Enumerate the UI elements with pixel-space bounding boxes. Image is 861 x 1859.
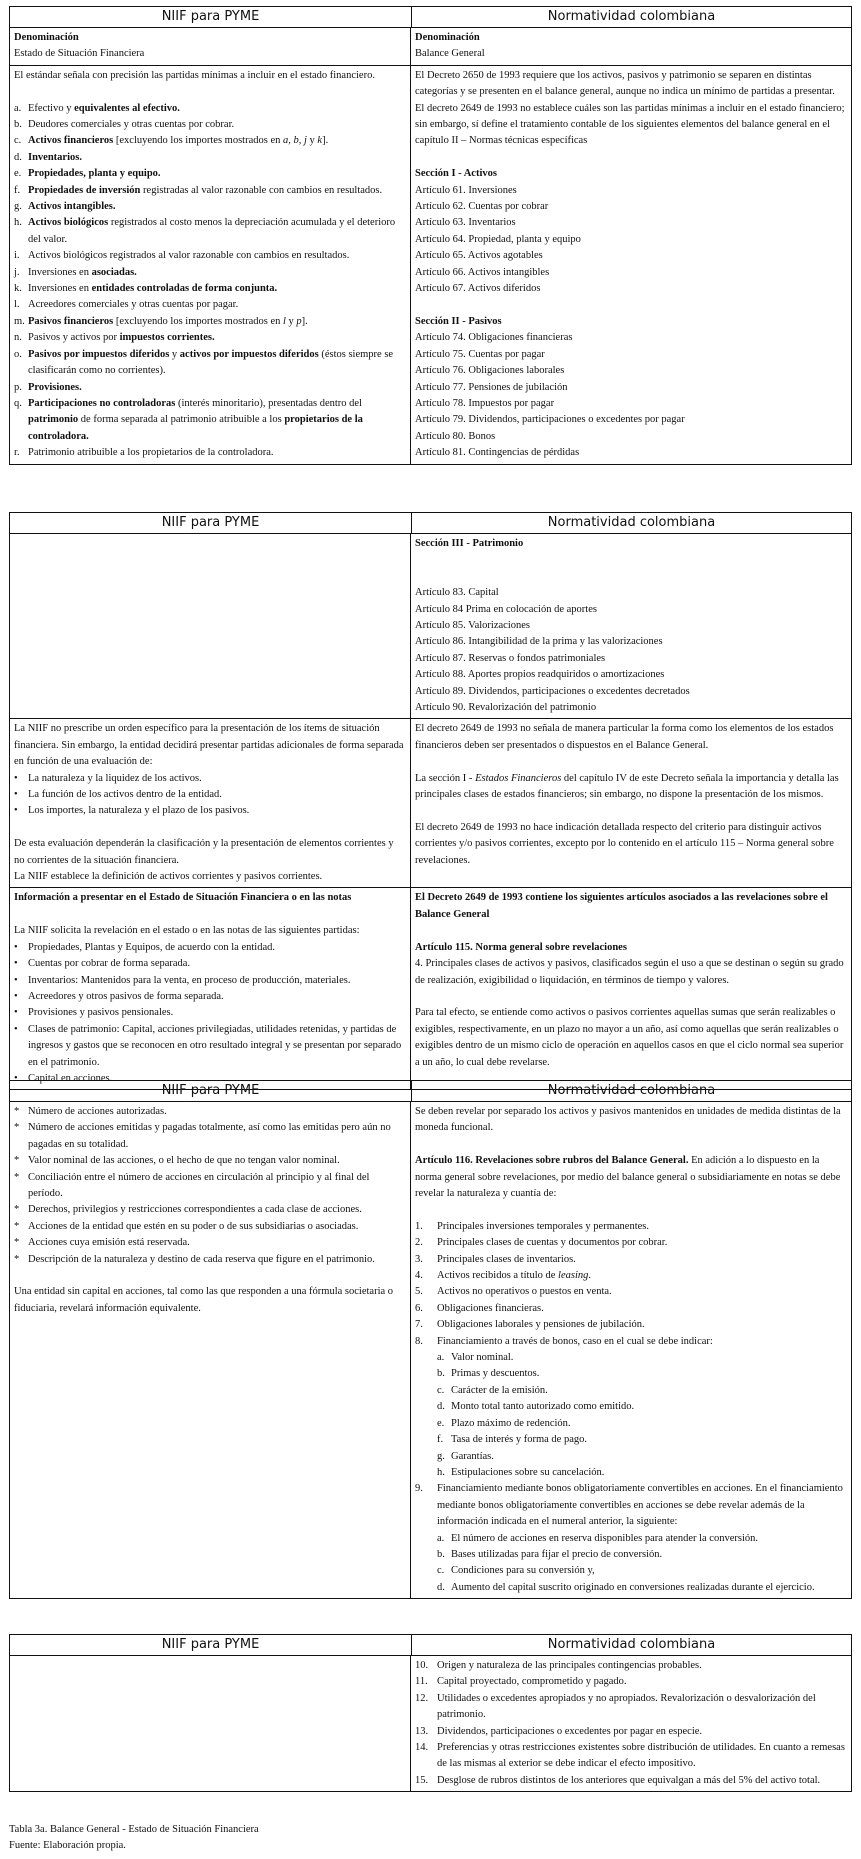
- list-text: Propiedades, planta y equipo.: [28, 168, 161, 180]
- list-text: Financiamiento mediante bonos obligatoriamente convertibles en acciones. En el financiamiento mediante bonos obligatoriamente convertibles en acciones se debe revelar además de la información indicada en el numeral anterior, la siguiente:: [437, 1483, 843, 1528]
- list-item: [415, 1268, 847, 1284]
- list-item: [415, 1563, 847, 1579]
- list-text: Obligaciones financieras.: [437, 1302, 544, 1314]
- list-text: Activos biológicos registrados al costo menos la depreciación acumulada y el deterioro del valor.: [28, 217, 396, 245]
- list-text: Financiamiento a través de bonos, caso en el cual se debe indicar:: [437, 1335, 713, 1347]
- information-row: [10, 888, 851, 1089]
- list-item: [14, 183, 406, 199]
- article-line: Artículo 87. Reservas o fondos patrimoniales: [415, 652, 606, 664]
- list-text: Bases utilizadas para fijar el precio de conversión.: [451, 1548, 663, 1560]
- list-text: Pasivos financieros [excluyendo los importes mostrados en l y p].: [28, 315, 308, 327]
- article-line: Artículo 85. Valorizaciones: [415, 620, 530, 631]
- list-text: Obligaciones laborales y pensiones de jubilación.: [437, 1319, 645, 1331]
- list-item: [415, 1252, 847, 1268]
- list-item: [415, 1399, 847, 1415]
- list-text: Inversiones en asociadas.: [28, 266, 137, 278]
- list-marker: d.: [14, 151, 22, 163]
- list-text: Utilidades o excedentes apropiados y no apropiados. Revalorización o desvalorización del patrimonio.: [437, 1692, 816, 1721]
- list-marker: •: [14, 772, 18, 784]
- list-item: [14, 380, 406, 396]
- list-text: Activos financieros [excluyendo los importes mostrados en a, b, j y k].: [28, 135, 329, 147]
- list-text: La función de los activos dentro de la entidad.: [28, 789, 222, 801]
- list-item: [14, 973, 406, 989]
- list-text: Estipulaciones sobre su cancelación.: [451, 1466, 605, 1478]
- list-marker: 11.: [415, 1676, 428, 1688]
- article-title: Artículo 115. Norma general sobre revelaciones: [415, 941, 627, 953]
- article-line: Artículo 74. Obligaciones financieras: [415, 332, 573, 344]
- table-4: [9, 1634, 852, 1792]
- info-title: El Decreto 2649 de 1993 contiene los siguientes artículos asociados a las revelaciones sobre el Balance General: [415, 892, 828, 920]
- list-item: [14, 265, 406, 281]
- article-line: Artículo 84 Prima en colocación de aportes: [415, 603, 597, 615]
- article-line: Artículo 66. Activos intangibles: [415, 266, 550, 278]
- list-marker: 5.: [415, 1286, 423, 1298]
- list-text: Garantías.: [451, 1450, 494, 1462]
- list-marker: *: [14, 1253, 20, 1265]
- list-marker: i.: [14, 250, 20, 262]
- list-item: [14, 1120, 406, 1153]
- article-line: Artículo 67. Activos diferidos: [415, 283, 541, 295]
- list-item: [415, 1366, 847, 1382]
- table-3: [9, 1080, 852, 1599]
- list-marker: f.: [14, 184, 21, 196]
- section-1-list: [415, 183, 847, 298]
- list-marker: •: [14, 805, 18, 817]
- list-marker: a.: [437, 1352, 445, 1364]
- header-colombia: Normatividad colombiana: [547, 9, 716, 24]
- list-marker: d.: [437, 1581, 445, 1593]
- list-marker: •: [14, 958, 18, 970]
- list-item: [415, 1674, 847, 1690]
- list-text: Valor nominal.: [451, 1352, 514, 1364]
- section-2-list: [415, 330, 847, 461]
- list-marker: 15.: [415, 1774, 429, 1786]
- table-2: [9, 512, 852, 1090]
- info-title: Información a presentar en el Estado de Situación Financiera o en las notas: [14, 892, 352, 904]
- list-marker: h.: [437, 1466, 445, 1478]
- list-text: Condiciones para su conversión y,: [451, 1565, 595, 1577]
- list-text: Dividendos, participaciones o excedentes por pagar en especie.: [437, 1725, 703, 1737]
- table-header: [10, 1081, 851, 1102]
- list-text: Provisiones.: [28, 381, 82, 393]
- list-marker: b.: [437, 1548, 445, 1560]
- list-marker: 3.: [415, 1253, 423, 1265]
- list-item: [415, 1740, 847, 1773]
- patrimonio-row: [10, 534, 851, 719]
- article-line: Artículo 90. Revalorización del patrimonio: [415, 702, 597, 714]
- list-item: [14, 1005, 406, 1021]
- list-text: Propiedades de inversión registradas al valor razonable con cambios en resultados.: [28, 184, 383, 196]
- list-text: Descripción de la naturaleza y destino de cada reserva que figure en el patrimonio.: [28, 1253, 375, 1265]
- list-text: Conciliación entre el número de acciones en circulación al principio y al final del período.: [28, 1171, 370, 1200]
- list-item: [14, 1219, 406, 1235]
- list-item: [415, 1724, 847, 1740]
- table-header: [10, 513, 851, 534]
- list-item: [415, 1658, 847, 1674]
- list-text: Activos no operativos o puestos en venta.: [437, 1286, 612, 1298]
- list-item: [14, 330, 406, 346]
- order-row: [10, 719, 851, 888]
- paragraph: La NIIF solicita la revelación en el estado o en las notas de las siguientes partidas:: [14, 925, 360, 937]
- list-marker: g.: [437, 1450, 445, 1462]
- list-marker: •: [14, 1023, 18, 1035]
- list-text: Plazo máximo de redención.: [451, 1417, 571, 1429]
- minimum-items-list: [14, 101, 406, 462]
- list-item: [14, 215, 406, 248]
- list-text: Activos biológicos registrados al valor razonable con cambios en resultados.: [28, 250, 350, 262]
- list-text: Aumento del capital suscrito originado en conversiones realizadas durante el ejercicio.: [451, 1581, 815, 1593]
- list-marker: c.: [437, 1565, 445, 1577]
- article-116: [415, 1153, 847, 1202]
- list-marker: a.: [14, 102, 22, 114]
- section-title: Sección I - Activos: [415, 168, 497, 180]
- list-marker: l.: [14, 299, 20, 311]
- list-marker: *: [14, 1122, 20, 1134]
- article-line: Artículo 81. Contingencias de pérdidas: [415, 447, 580, 459]
- list-text: Activos intangibles.: [28, 201, 116, 213]
- list-text: Los importes, la naturaleza y el plazo de los pasivos.: [28, 805, 250, 817]
- list-marker: 4.: [415, 1270, 423, 1282]
- list-item: [415, 1219, 847, 1235]
- table-caption: Tabla 3a. Balance General - Estado de Situación Financiera: [9, 1824, 259, 1835]
- paragraph: Una entidad sin capital en acciones, tal como las que responden a una fórmula societaria o fiduciaria, revelará información equivalente.: [14, 1286, 394, 1314]
- article-line: Artículo 65. Activos agotables: [415, 250, 543, 262]
- article-line: Artículo 75. Cuentas por pagar: [415, 348, 545, 360]
- asterisk-list: [14, 1104, 406, 1268]
- article-line: Artículo 80. Bonos: [415, 430, 496, 442]
- article-line: Artículo 86. Intangibilidad de la prima y las valorizaciones: [415, 636, 663, 648]
- list-marker: o.: [14, 348, 22, 360]
- numbered-list: [415, 1219, 847, 1596]
- table-header: [10, 1635, 851, 1656]
- list-marker: •: [14, 1007, 18, 1019]
- list-item: [415, 1317, 847, 1333]
- list-marker: f.: [437, 1434, 444, 1446]
- paragraph: De esta evaluación dependerán la clasificación y la presentación de elementos corrientes y no corrientes de la situación financiera.: [14, 838, 394, 866]
- list-item: [14, 956, 406, 972]
- list-item: [14, 199, 406, 215]
- list-text: Clases de patrimonio: Capital, acciones privilegiadas, utilidades retenidas, y partidas de ingresos y gastos que se reconocen en otro resultado integral y se presentan por separado en el patrimonio.: [28, 1023, 402, 1068]
- list-text: Derechos, privilegios y restricciones correspondientes a cada clase de acciones.: [28, 1204, 362, 1216]
- list-item: [14, 940, 406, 956]
- list-item: [14, 281, 406, 297]
- list-marker: *: [14, 1106, 20, 1117]
- header-niif: NIIF para PYME: [10, 513, 412, 533]
- paragraph: La NIIF establece la definición de activos corrientes y pasivos corrientes.: [14, 871, 323, 883]
- list-item: [14, 1170, 406, 1203]
- list-item: [14, 297, 406, 313]
- list-text: Principales clases de cuentas y documentos por cobrar.: [437, 1237, 668, 1249]
- list-item: [14, 150, 406, 166]
- list-marker: d.: [437, 1401, 445, 1413]
- list-text: Principales clases de inventarios.: [437, 1253, 576, 1265]
- header-colombia: Normatividad colombiana: [547, 1083, 716, 1098]
- header-colombia: Normatividad colombiana: [547, 515, 716, 530]
- list-marker: c.: [14, 135, 22, 147]
- section-title: Sección III - Patrimonio: [415, 538, 524, 549]
- paragraph: Se deben revelar por separado los activos y pasivos mantenidos en unidades de medida distintas de la moneda funcional.: [415, 1106, 841, 1134]
- list-marker: •: [14, 990, 18, 1002]
- bullet-list: [14, 940, 406, 1088]
- disclosures-row: [10, 1656, 851, 1791]
- section-3-list: [415, 585, 847, 716]
- article-line: Artículo 89. Dividendos, participaciones o excedentes decretados: [415, 685, 690, 697]
- list-item: [415, 1235, 847, 1251]
- denomination-label: Denominación: [14, 32, 79, 43]
- list-marker: g.: [14, 201, 22, 213]
- list-text: Desglose de rubros distintos de los anteriores que equivalgan a más del 5% del activo total.: [437, 1774, 821, 1786]
- list-text: Cuentas por cobrar de forma separada.: [28, 958, 191, 970]
- list-marker: *: [14, 1220, 20, 1232]
- list-text: Pasivos por impuestos diferidos y activos por impuestos diferidos (éstos siempre se clasificarán como no corrientes).: [28, 348, 394, 377]
- list-marker: 2.: [415, 1237, 423, 1249]
- header-niif: NIIF para PYME: [10, 1635, 412, 1655]
- list-item: [415, 1580, 847, 1596]
- list-marker: *: [14, 1171, 20, 1183]
- list-marker: 6.: [415, 1302, 423, 1314]
- paragraph: El Decreto 2650 de 1993 requiere que los activos, pasivos y patrimonio se separen en distintas categorías y se presenten en el balance general, aunque no indica un mínimo de partidas a presentar.: [415, 69, 835, 98]
- article-line: Artículo 79. Dividendos, participaciones o excedentes por pagar: [415, 414, 685, 426]
- list-item: [14, 1104, 406, 1120]
- paragraph: El decreto 2649 de 1993 no hace indicación detallada respecto del criterio para distinguir activos corrientes y/o pasivos corrientes, excepto por lo contenido en el artículo 115 – Norma general sobre revelaciones.: [415, 821, 834, 866]
- article-text: En adición a lo dispuesto en la norma general sobre revelaciones, por medio del balance general o subsidiariamente en notas se debe revelar la naturaleza y cuantía de:: [415, 1155, 841, 1200]
- list-text: Origen y naturaleza de las principales contingencias probables.: [437, 1660, 702, 1671]
- denomination-value: Estado de Situación Financiera: [14, 48, 145, 60]
- list-text: Acreedores comerciales y otras cuentas por pagar.: [28, 299, 239, 311]
- list-text: Participaciones no controladoras (interés minoritario), presentadas dentro del patrimonio de forma separada al patrimonio atribuible a los propietarios de la controladora.: [28, 397, 363, 442]
- list-text: Acciones cuya emisión está reservada.: [28, 1237, 190, 1249]
- list-marker: 13.: [415, 1725, 429, 1737]
- list-text: Propiedades, Plantas y Equipos, de acuerdo con la entidad.: [28, 941, 275, 953]
- table-source: Fuente: Elaboración propia.: [9, 1840, 126, 1851]
- list-marker: *: [14, 1237, 20, 1249]
- article-line: Artículo 61. Inversiones: [415, 184, 517, 196]
- list-marker: •: [14, 1072, 18, 1084]
- list-item: [14, 1153, 406, 1169]
- list-text: Patrimonio atribuible a los propietarios de la controladora.: [28, 447, 274, 459]
- list-marker: *: [14, 1155, 20, 1167]
- list-item: [14, 445, 406, 461]
- list-item: [14, 166, 406, 182]
- list-item: [415, 1691, 847, 1724]
- denomination-row: [10, 28, 851, 66]
- list-item: [14, 347, 406, 380]
- list-marker: •: [14, 941, 18, 953]
- list-text: Número de acciones emitidas y pagadas totalmente, así como las emitidas pero aún no pagadas en su totalidad.: [28, 1122, 391, 1150]
- list-text: Número de acciones autorizadas.: [28, 1106, 167, 1117]
- article-line: Artículo 64. Propiedad, planta y equipo: [415, 233, 581, 245]
- list-item: [14, 1202, 406, 1218]
- list-marker: b.: [437, 1368, 445, 1380]
- list-item: [14, 803, 406, 819]
- list-text: Inventarios.: [28, 151, 82, 163]
- list-item: [14, 1022, 406, 1071]
- list-marker: r.: [14, 447, 20, 459]
- paragraph: La sección I - Estados Financieros del capítulo IV de este Decreto señala la importancia y detalla las principales clases de estados financieros; sin embargo, no dispone la presentación de los mismos.: [415, 772, 839, 801]
- list-item: [415, 1334, 847, 1350]
- list-marker: 8.: [415, 1335, 423, 1347]
- paragraph: Para tal efecto, se entiende como activos o pasivos corrientes aquellas sumas que serán realizables o exigibles, respectivamente, en un plazo no mayor a un año, así como aquellas que serán realizables o exigibles dentro de un mismo ciclo de operación en aquellos casos en que el ciclo normal sea superior a un año, lo cual debe revelarse.: [415, 1007, 844, 1068]
- list-text: Monto total tanto autorizado como emitido.: [451, 1401, 635, 1413]
- article-line: Artículo 76. Obligaciones laborales: [415, 365, 565, 377]
- denomination-value: Balance General: [415, 48, 485, 60]
- list-marker: e.: [14, 168, 22, 180]
- list-item: [415, 1350, 847, 1366]
- table-header: [10, 7, 851, 28]
- paragraph: El decreto 2649 de 1993 no señala de manera particular la forma como los elementos de los estados financieros deben ser presentados o dispuestos en el Balance General.: [415, 723, 834, 751]
- list-marker: q.: [14, 397, 22, 409]
- list-text: Acciones de la entidad que estén en su poder o de sus subsidiarias o asociadas.: [28, 1220, 359, 1232]
- list-item: [415, 1301, 847, 1317]
- list-item: [14, 101, 406, 117]
- list-item: [415, 1773, 847, 1789]
- list-item: [415, 1416, 847, 1432]
- list-item: [415, 1432, 847, 1448]
- list-marker: b.: [14, 119, 22, 131]
- list-text: Capital proyectado, comprometido y pagado.: [437, 1676, 627, 1688]
- list-marker: p.: [14, 381, 22, 393]
- list-text: Inventarios: Mantenidos para la venta, en proceso de producción, materiales.: [28, 974, 351, 986]
- list-text: Primas y descuentos.: [451, 1368, 540, 1380]
- intro-text: El estándar señala con precisión las partidas mínimas a incluir en el estado financiero.: [14, 69, 375, 81]
- list-item: [14, 1235, 406, 1251]
- paragraph: La NIIF no prescribe un orden específico para la presentación de los ítems de situación financiera. Sin embargo, la entidad decidirá presentar partidas adicionales de forma separada en función de una evaluación de:: [14, 723, 404, 768]
- list-item: [14, 133, 406, 149]
- list-item: [14, 248, 406, 264]
- list-text: La naturaleza y la liquidez de los activos.: [28, 772, 202, 784]
- list-text: Acreedores y otros pasivos de forma separada.: [28, 990, 224, 1002]
- shares-row: [10, 1102, 851, 1598]
- list-marker: 10.: [415, 1660, 429, 1671]
- paragraph: 4. Principales clases de activos y pasivos, clasificados según el uso a que se destinan o según su grado de realización, exigibilidad o liquidación, en términos de tiempo y valores.: [415, 958, 844, 986]
- list-text: Pasivos y activos por impuestos corrientes.: [28, 332, 215, 344]
- list-marker: m.: [14, 315, 25, 327]
- list-item: [14, 314, 406, 330]
- article-line: Artículo 62. Cuentas por cobrar: [415, 201, 549, 213]
- list-item: [14, 787, 406, 803]
- bullet-list: [14, 771, 406, 820]
- list-item: [14, 117, 406, 133]
- paragraph: El decreto 2649 de 1993 no establece cuáles son las partidas mínimas a incluir en el estado financiero; sin embargo, sí define el tratamiento contable de los siguientes elementos del balance general en el capítulo II – Normas técnicas específicas: [415, 102, 845, 147]
- minimum-items-row: [10, 66, 851, 464]
- list-marker: 7.: [415, 1319, 423, 1331]
- list-marker: n.: [14, 332, 22, 344]
- article-line: Artículo 77. Pensiones de jubilación: [415, 381, 568, 393]
- list-item: [415, 1531, 847, 1547]
- list-text: Valor nominal de las acciones, o el hecho de que no tengan valor nominal.: [28, 1155, 340, 1167]
- list-text: Provisiones y pasivos pensionales.: [28, 1007, 174, 1019]
- list-marker: 12.: [415, 1692, 429, 1704]
- header-colombia: Normatividad colombiana: [547, 1637, 716, 1652]
- list-marker: 1.: [415, 1220, 423, 1232]
- list-text: Carácter de la emisión.: [451, 1384, 548, 1396]
- list-marker: a.: [437, 1532, 445, 1544]
- list-text: Principales inversiones temporales y permanentes.: [437, 1220, 649, 1232]
- list-marker: e.: [437, 1417, 445, 1429]
- list-text: Efectivo y equivalentes al efectivo.: [28, 102, 180, 114]
- article-line: Artículo 83. Capital: [415, 587, 499, 599]
- list-text: El número de acciones en reserva disponibles para atender la conversión.: [451, 1532, 759, 1544]
- list-item: [415, 1449, 847, 1465]
- list-text: Capital en acciones.: [28, 1072, 113, 1084]
- numbered-list: [415, 1658, 847, 1789]
- header-niif: NIIF para PYME: [10, 1081, 412, 1101]
- list-text: Inversiones en entidades controladas de forma conjunta.: [28, 283, 278, 295]
- article-line: Artículo 88. Aportes propios readquiridos o amortizaciones: [415, 669, 665, 681]
- list-text: Deudores comerciales y otras cuentas por cobrar.: [28, 119, 235, 131]
- list-marker: c.: [437, 1384, 445, 1396]
- list-marker: 14.: [415, 1742, 429, 1754]
- list-text: Preferencias y otras restricciones existentes sobre distribución de utilidades. En cuanto a remesas de las mismas al exterior se debe indicar el efecto impositivo.: [437, 1742, 845, 1770]
- list-marker: •: [14, 974, 18, 986]
- article-line: Artículo 78. Impuestos por pagar: [415, 397, 555, 409]
- list-marker: h.: [14, 217, 22, 229]
- list-item: [415, 1284, 847, 1300]
- list-marker: •: [14, 789, 18, 801]
- article-line: Artículo 63. Inventarios: [415, 217, 516, 229]
- article-title: Artículo 116. Revelaciones sobre rubros del Balance General.: [415, 1155, 689, 1167]
- list-marker: 9.: [415, 1483, 423, 1495]
- list-item: [415, 1547, 847, 1563]
- table-1: [9, 6, 852, 465]
- list-marker: j.: [14, 266, 20, 278]
- list-text: Activos recibidos a título de leasing.: [437, 1270, 591, 1282]
- list-item: [14, 1252, 406, 1268]
- list-marker: *: [14, 1204, 20, 1216]
- header-niif: NIIF para PYME: [10, 7, 412, 27]
- list-item: [14, 989, 406, 1005]
- denomination-label: Denominación: [415, 32, 480, 43]
- list-item: [415, 1481, 847, 1530]
- section-title: Sección II - Pasivos: [415, 315, 502, 327]
- list-item: [415, 1383, 847, 1399]
- list-item: [14, 771, 406, 787]
- list-text: Tasa de interés y forma de pago.: [451, 1434, 588, 1446]
- list-item: [415, 1465, 847, 1481]
- list-marker: k.: [14, 283, 22, 295]
- list-item: [14, 396, 406, 445]
